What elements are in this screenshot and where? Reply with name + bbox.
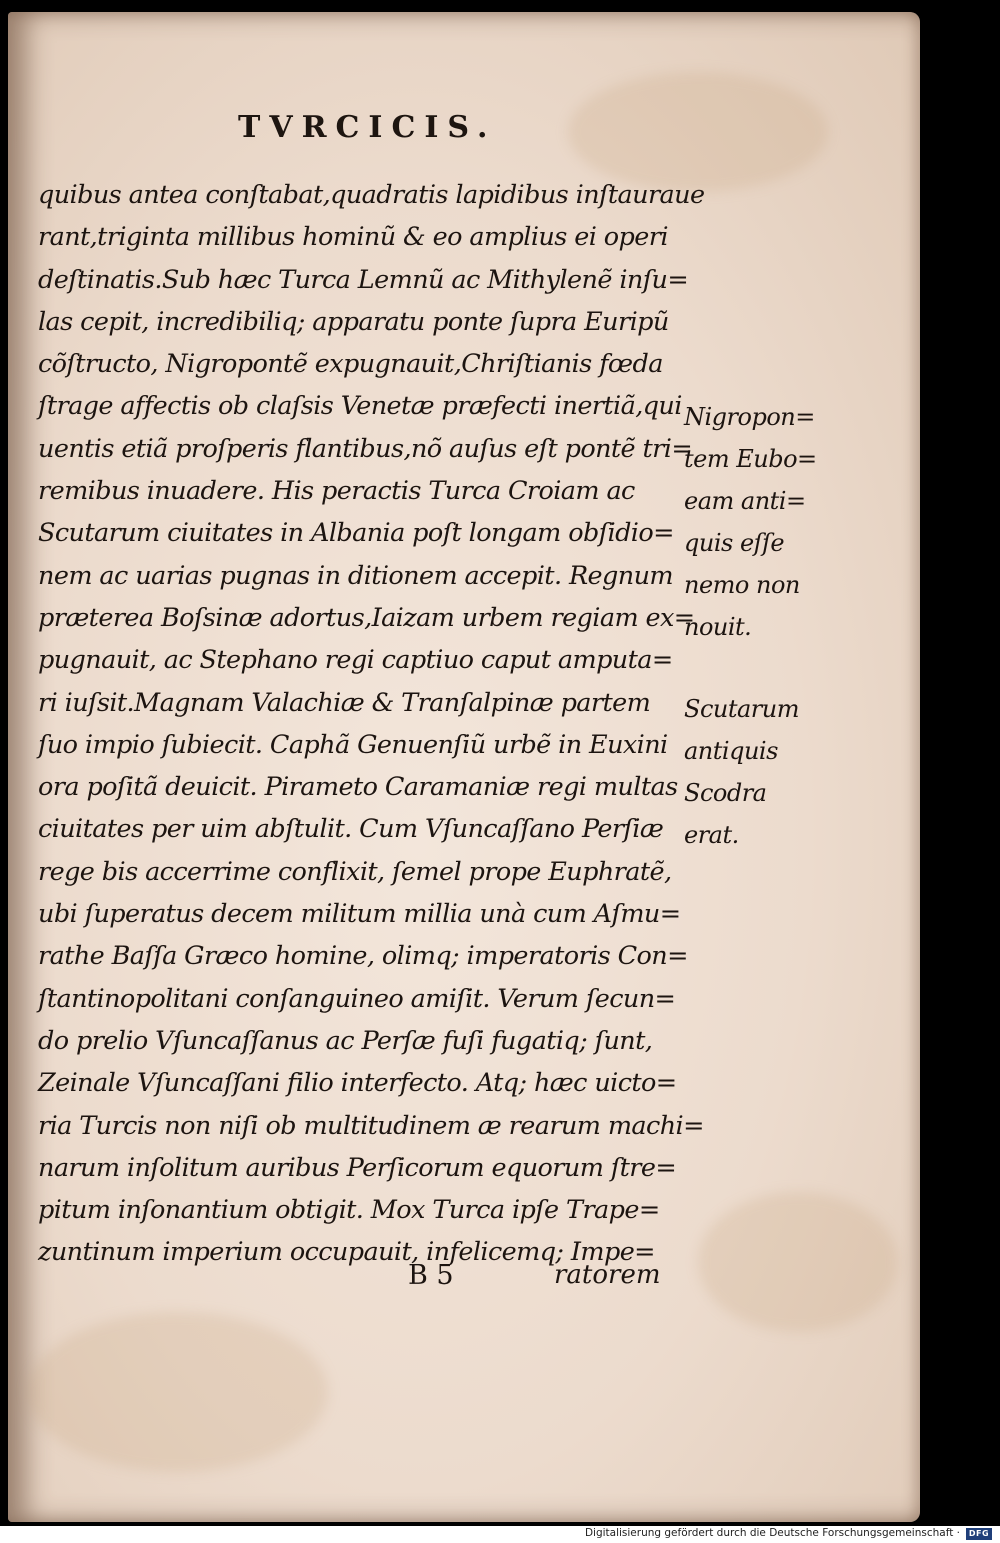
marginal-line: antiquis — [684, 737, 778, 765]
text-line: præterea Boſsinæ adortus,Iaizam urbem regiam ex= — [38, 602, 695, 633]
text-line: cõſtructo, Nigropontẽ expugnauit,Chriſtianis fœda — [38, 349, 663, 380]
text-line: do prelio Vſuncaſſanus ac Perſæ fuſi fugatiq; ſunt, — [38, 1025, 653, 1056]
credit-text: Digitalisierung gefördert durch die Deutsche Forschungsgemeinschaft · — [584, 1527, 960, 1539]
paper-stain — [28, 1312, 328, 1472]
marginal-line: erat. — [684, 821, 739, 849]
text-line: ora poſitã deuicit. Pirameto Caramaniæ regi multas — [38, 772, 678, 803]
text-line: pugnauit, ac Stephano regi captiuo caput amputa= — [38, 645, 673, 676]
dfg-logo: DFG — [966, 1528, 992, 1540]
marginal-line: Nigropon= — [684, 403, 815, 431]
text-line: quibus antea conſtabat,quadratis lapidibus inſtauraue — [38, 180, 705, 210]
text-line: ubi ſuperatus decem militum millia unà cum Aſmu= — [38, 899, 681, 930]
text-line: deſtinatis.Sub hæc Turca Lemnũ ac Mithylenẽ inſu= — [38, 264, 689, 295]
text-line: las cepit, incredibiliq; apparatu ponte ſupra Euripũ — [38, 306, 669, 337]
marginal-note-scutarum — [684, 688, 844, 856]
marginal-line: nouit. — [684, 613, 752, 641]
text-line: pitum inſonantium obtigit. Mox Turca ipſe Trape= — [38, 1195, 660, 1226]
text-line: zuntinum imperium occupauit, infelicemq; Impe= — [38, 1237, 655, 1268]
text-line: ciuitates per uim abſtulit. Cum Vſuncaſſano Perſiæ — [38, 814, 664, 845]
text-line: narum inſolitum auribus Perſicorum equorum ſtre= — [38, 1152, 677, 1183]
text-line: ſtrage affectis ob claſsis Venetæ præfecti inertiã,qui — [38, 391, 682, 422]
marginal-line: nemo non — [684, 571, 800, 599]
text-line: ſtantinopolitani conſanguineo amiſit. Verum ſecun= — [38, 983, 676, 1014]
text-line: remibus inuadere. His peractis Turca Croiam ac — [38, 476, 635, 507]
text-line: rege bis accerrime conflixit, ſemel prope Euphratẽ, — [38, 856, 672, 887]
text-line: Zeinale Vſuncaſſani filio interfecto. Atq; hæc uicto= — [38, 1068, 677, 1099]
text-line: Scutarum ciuitates in Albania poſt longam obſidio= — [38, 518, 674, 549]
signature-mark: B 5 — [408, 1260, 454, 1291]
text-line: nem ac uarias pugnas in ditionem accepit. Regnum — [38, 560, 673, 591]
text-line: uentis etiã proſperis flantibus,nõ auſus eſt pontẽ tri= — [38, 433, 693, 464]
text-line: ri iuſsit.Magnam Valachiæ & Tranſalpinæ partem — [38, 687, 651, 718]
text-line: rant,triginta millibus hominũ & eo amplius ei operi — [38, 222, 668, 253]
text-line: rathe Baſſa Græco homine, olimq; imperatoris Con= — [38, 941, 688, 972]
book-page — [8, 12, 920, 1522]
marginal-line: Scutarum — [684, 695, 799, 723]
running-head: TVRCICIS. — [238, 110, 497, 145]
paper-stain — [698, 1192, 898, 1332]
marginal-line: Scodra — [684, 779, 767, 807]
marginal-line: eam anti= — [684, 487, 806, 515]
marginal-note-nigropontem — [684, 396, 844, 648]
main-text-block — [38, 174, 705, 1274]
marginal-line: tem Eubo= — [684, 445, 817, 473]
text-line: ſuo impio ſubiecit. Caphã Genuenſiũ urbẽ in Euxini — [38, 729, 668, 760]
marginal-line: quis eſſe — [684, 529, 785, 557]
catchword: ratorem — [554, 1260, 661, 1290]
text-line: ria Turcis non niſi ob multitudinem æ rearum machi= — [38, 1110, 704, 1141]
digitization-credit-bar — [0, 1526, 1000, 1543]
